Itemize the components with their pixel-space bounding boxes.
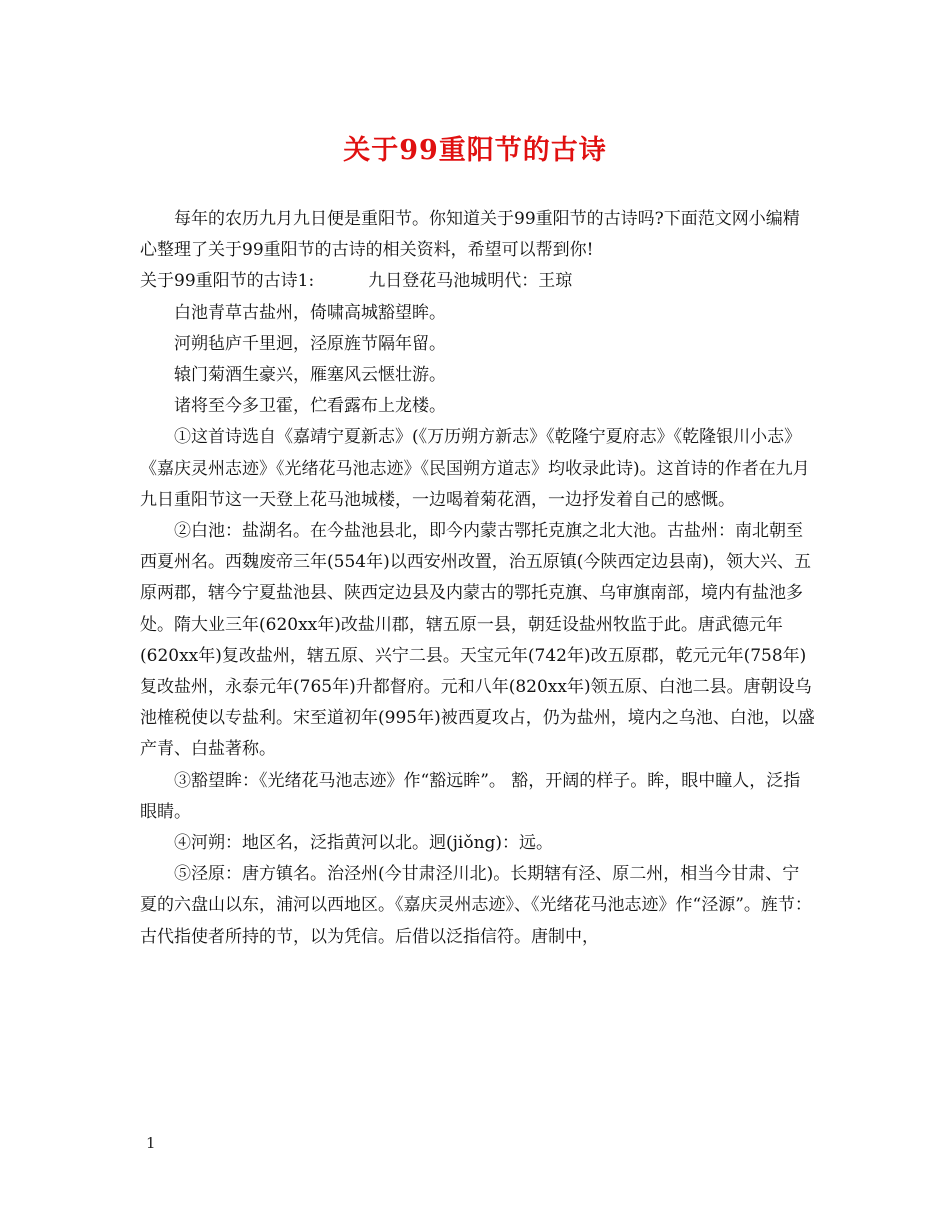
poem-heading-label: 关于99重阳节的古诗1: <box>140 271 315 292</box>
poem-line: 诸将至今多卫霍，伫看露布上龙楼。 <box>174 396 446 417</box>
note-3-paragraph: ③豁望眸：《光绪花马池志迹》作“豁远眸”。 豁，开阔的样子。眸，眼中瞳人，泛指眼睛。 <box>140 770 801 822</box>
note-4-paragraph: ④河朔：地区名，泛指黄河以北。迥(jiǒng)：远。 <box>174 833 554 854</box>
page-number: 1 <box>146 1134 156 1152</box>
note-1-paragraph: ①这首诗选自《嘉靖宁夏新志》(《万历朔方新志》《乾隆宁夏府志》《乾隆银川小志》《嘉庆灵州志迹》《光绪花马池志迹》《民国朔方道志》均收录此诗)。这首诗的作者在九月九日重阳节这一天登上花马池城楼，一边喝着菊花酒，一边抒发着自己的感慨。 <box>140 427 810 510</box>
poem-heading <box>140 266 816 297</box>
note-5-paragraph: ⑤泾原：唐方镇名。治泾州(今甘肃泾川北)。长期辖有泾、原二州，相当今甘肃、宁夏的六盘山以东，浦河以西地区。《嘉庆灵州志迹》、《光绪花马池志迹》作“泾源”。旌节：古代指使者所持的节，以为凭信。后借以泛指信符。唐制中， <box>140 864 812 947</box>
poem-line: 河朔毡庐千里迥，泾原旌节隔年留。 <box>174 333 446 354</box>
intro-paragraph: 每年的农历九月九日便是重阳节。你知道关于99重阳节的古诗吗?下面范文网小编精心整理了关于99重阳节的古诗的相关资料，希望可以帮到你! <box>140 209 800 261</box>
document-title: 关于99重阳节的古诗 <box>343 135 607 166</box>
poem-line: 白池青草古盐州，倚啸高城豁望眸。 <box>174 302 446 323</box>
document-body <box>140 204 816 953</box>
poem-heading-title: 九日登花马池城明代：王琼 <box>368 271 573 292</box>
poem-line: 辕门菊酒生豪兴，雁塞风云惬壮游。 <box>174 365 446 386</box>
note-2-paragraph: ②白池：盐湖名。在今盐池县北，即今内蒙古鄂托克旗之北大池。古盐州：南北朝至西夏州名。西魏废帝三年(554年)以西安州改置，治五原镇(今陕西定边县南)，领大兴、五原两郡，辖今宁夏盐池县、陕西定边县及内蒙古的鄂托克旗、乌审旗南部，境内有盐池多处。隋大业三年(620xx年)改盐川郡，辖五原一县，朝廷设盐州牧监于此。唐武德元年(620xx年)复改盐州，辖五原、兴宁二县。天宝元年(742年)改五原郡，乾元元年(758年)复改盐州，永泰元年(765年)升都督府。元和八年(820xx年)领五原、白池二县。唐朝设乌池榷税使以专盐利。宋至道初年(995年)被西夏攻占，仍为盐州，境内之乌池、白池，以盛产青、白盐著称。 <box>140 521 815 760</box>
